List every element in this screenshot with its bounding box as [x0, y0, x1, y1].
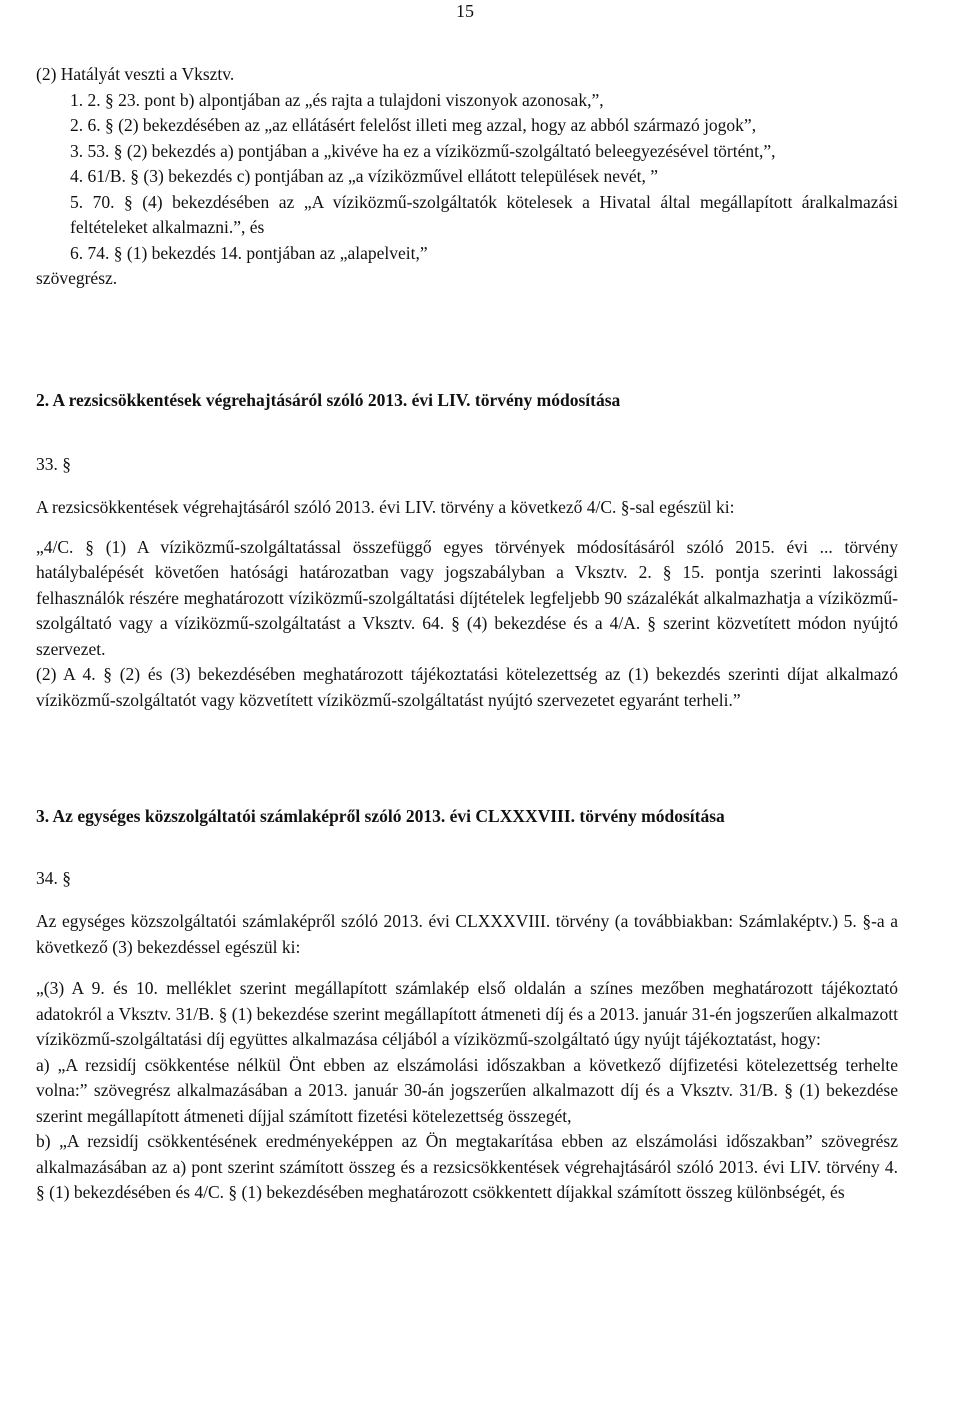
repeal-item-2: 2. 6. § (2) bekezdésében az „az ellátásért felelőst illeti meg azzal, hogy az abból származó jogok”, — [70, 115, 757, 135]
repeal-item-6: 6. 74. § (1) bekezdés 14. pontjában az „alapelveit,” — [70, 242, 428, 263]
chapter-2-title: 2. A rezsicsökkentések végrehajtásáról szóló 2013. évi LIV. törvény módosítása — [36, 390, 621, 410]
repeal-item-5: 5. 70. § (4) bekezdésében az „A víziközmű-szolgáltatók kötelesek a Hivatal által megállapított áralkalmazási feltételeket alkalmazni.”, és — [70, 191, 898, 237]
repeal-block — [36, 62, 898, 292]
section-33-para-1: „4/C. § (1) A víziközmű-szolgáltatással összefüggő egyes törvények módosításáról szóló 2015. évi ... törvény hatálybalépését követően hatósági határozatban vagy jogszabályban a Vksztv. 2. § 15. pontja szerinti lakossági felhasználók részére meghatározott víziközmű-szolgáltatási díjtételek legfeljebb 90 százalékát alkalmazhatja a víziközmű-szolgáltató vagy a víziközmű-szolgáltatást a Vksztv. 64. § (4) bekezdése és a 4/A. § szerint közvetített módon nyújtó szervezet. — [36, 536, 898, 659]
repeal-closing: szövegrész. — [36, 268, 118, 288]
chapter-2 — [36, 388, 898, 713]
section-33-para-2: (2) A 4. § (2) és (3) bekezdésében meghatározott tájékoztatási kötelezettség az (1) bekezdés szerinti díjat alkalmazó víziközmű-szolgáltatót vagy közvetített víziközmű-szolgáltatást nyújtó szervezetet egyaránt terheli.” — [36, 664, 898, 710]
section-34-intro: Az egységes közszolgáltatói számlaképről szóló 2013. évi CLXXXVIII. törvény (a továbbiakban: Számlaképtv.) 5. §-a a következő (3) bekezdéssel egészül ki: — [36, 911, 898, 957]
repeal-item-3: 3. 53. § (2) bekezdés a) pontjában a „kivéve ha ez a víziközmű-szolgáltató beleegyezésével történt,”, — [70, 140, 776, 161]
chapter-3 — [36, 804, 898, 1206]
section-34-para-b: b) „A rezsidíj csökkentésének eredményeképpen az Ön megtakarítása ebben az elszámolási időszakban” szövegrész alkalmazásában az a) pont szerint számított összeg és a rezsicsökkentések végrehajtásáról szóló 2013. évi LIV. törvény 4. § (1) bekezdésében és 4/C. § (1) bekezdésében meghatározott csökkentett díjakkal számított összeg különbségét, és — [36, 1131, 898, 1202]
chapter-3-title: 3. Az egységes közszolgáltatói számlaképről szóló 2013. évi CLXXXVIII. törvény módosítása — [36, 806, 725, 826]
repeal-intro: (2) Hatályát veszti a Vksztv. — [36, 64, 235, 84]
section-34-para-a: a) „A rezsidíj csökkentése nélkül Önt ebben az elszámolási időszakban a következő díjfizetési kötelezettség terhelte volna:” szövegrész alkalmazásában a 2013. január 30-án jogszerűen alkalmazott díj és a Vksztv. 31/B. § (1) bekezdése szerint megállapított átmeneti díjjal számított fizetési kötelezettség összegét, — [36, 1054, 898, 1126]
section-33-intro: A rezsicsökkentések végrehajtásáról szóló 2013. évi LIV. törvény a következő 4/C. §-sal egészül ki: — [36, 497, 735, 517]
repeal-item-1: 1. 2. § 23. pont b) alpontjában az „és rajta a tulajdoni viszonyok azonosak,”, — [70, 89, 604, 110]
page-number: 15 — [456, 1, 474, 21]
repeal-item-4: 4. 61/B. § (3) bekezdés c) pontjában az „a víziközművel ellátott települések nevét, ” — [70, 166, 658, 186]
section-33-number: 33. § — [36, 453, 71, 474]
section-34-number: 34. § — [36, 867, 71, 888]
section-34-para-1: „(3) A 9. és 10. melléklet szerint megállapított számlakép első oldalán a színes mezőben meghatározott tájékoztató adatokról a Vksztv. 31/B. § (1) bekezdése szerint megállapított átmeneti díj és a 2013. január 31-én jogszerűen alkalmazott víziközmű-szolgáltatási díj együttes alkalmazása céljából a víziközmű-szolgáltató úgy nyújt tájékoztatást, hogy: — [36, 978, 898, 1049]
